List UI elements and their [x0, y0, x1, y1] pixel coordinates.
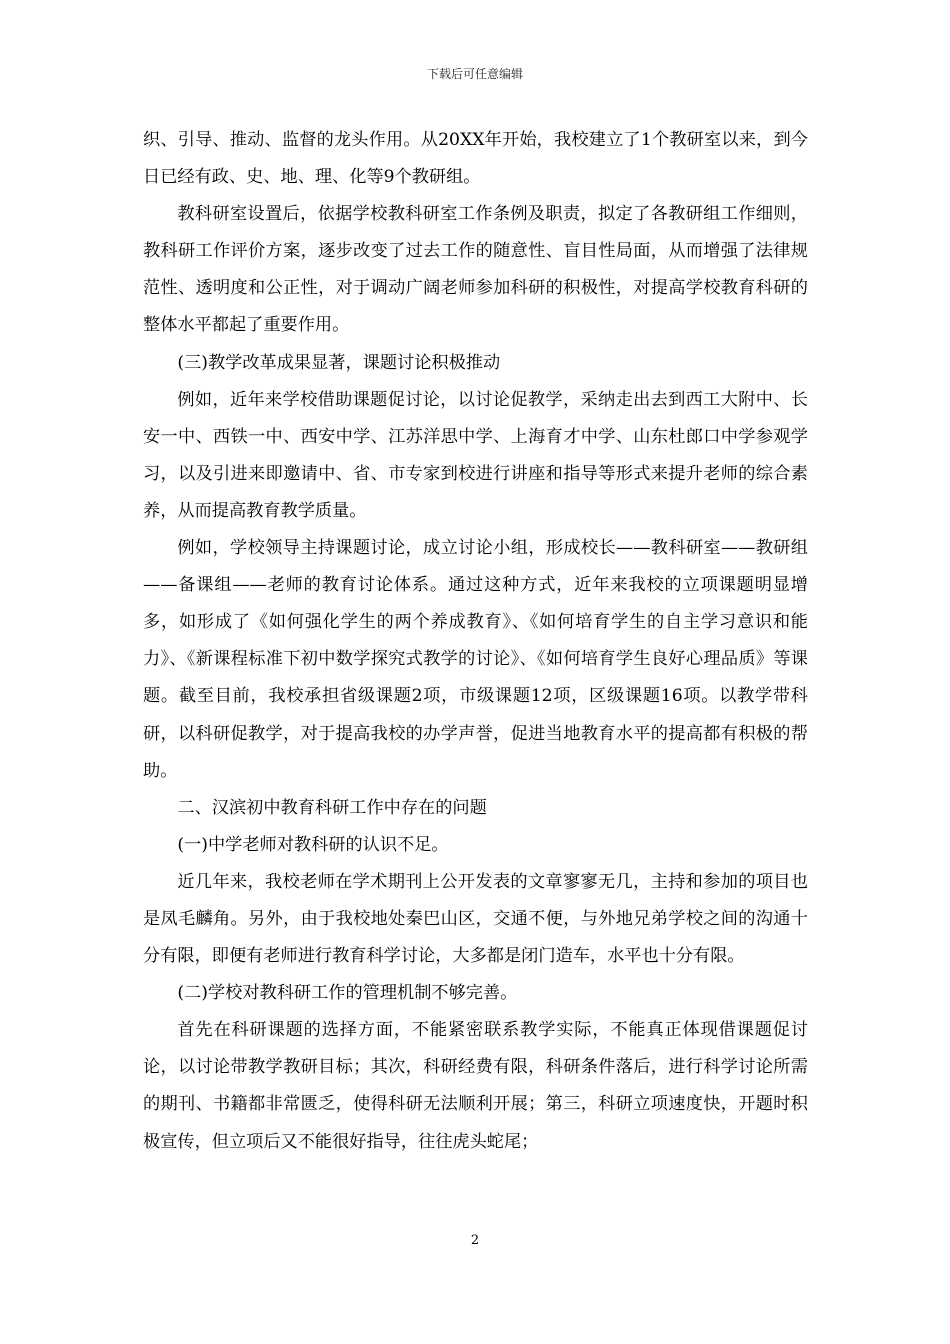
paragraph-continuation: 织、引导、推动、监督的龙头作用。从20XX年开始，我校建立了1个教研室以来，到今日已经有政、史、地、理、化等9个教研组。: [143, 130, 808, 188]
page-number: 2: [470, 1233, 480, 1248]
paragraph-example-projects: 例如，学校领导主持课题讨论，成立讨论小组，形成校长——教科研室——教研组——备课组——老师的教育讨论体系。通过这种方式，近年来我校的立项课题明显增多，如形成了《如何强化学生的两个养成教育》、《如何培育学生的自主学习意识和能力》、《新课程标准下初中数学探究式教学的讨论》、《如何培育学生良好心理品质》等课题。截至目前，我校承担省级课题2项，市级课题12项，区级课题16项。以教学带科研，以科研促教学，对于提高我校的办学声誉，促进当地教育水平的提高都有积极的帮助。: [143, 538, 808, 781]
subheading-management: (二)学校对教科研工作的管理机制不够完善。: [177, 983, 518, 1004]
subheading-awareness: (一)中学老师对教科研的认识不足。: [177, 834, 449, 855]
section-heading-problems: 二、汉滨初中教育科研工作中存在的问题: [177, 797, 487, 818]
page-header: 下载后可任意编辑: [426, 67, 523, 81]
paragraph-management: 首先在科研课题的选择方面，不能紧密联系教学实际，不能真正体现借课题促讨论，以讨论带教学教研目标；其次，科研经费有限，科研条件落后，进行科学讨论所需的期刊、书籍都非常匮乏，使得科研无法顺利开展；第三，科研立项速度快，开题时积极宣传，但立项后又不能很好指导，往往虎头蛇尾；: [143, 1020, 808, 1152]
document-body: [143, 122, 808, 1161]
paragraph-research-office: 教科研室设置后，依据学校教科研室工作条例及职责，拟定了各教研组工作细则，教科研工作评价方案，逐步改变了过去工作的随意性、盲目性局面，从而增强了法律规范性、透明度和公正性，对于调动广阔老师参加科研的积极性，对提高学校教育科研的整体水平都起了重要作用。: [143, 204, 808, 336]
paragraph-awareness: 近几年来，我校老师在学术期刊上公开发表的文章寥寥无几，主持和参加的项目也是凤毛麟角。另外，由于我校地处秦巴山区，交通不便，与外地兄弟学校之间的沟通十分有限，即便有老师进行教育科学讨论，大多都是闭门造车，水平也十分有限。: [143, 871, 808, 967]
subheading-reform-results: (三)教学改革成果显著，课题讨论积极推动: [177, 352, 501, 373]
paragraph-example-visits: 例如，近年来学校借助课题促讨论，以讨论促教学，采纳走出去到西工大附中、长安一中、西铁一中、西安中学、江苏洋思中学、上海育才中学、山东杜郎口中学参观学习，以及引进来即邀请中、省、市专家到校进行讲座和指导等形式来提升老师的综合素养，从而提高教育教学质量。: [143, 389, 808, 521]
